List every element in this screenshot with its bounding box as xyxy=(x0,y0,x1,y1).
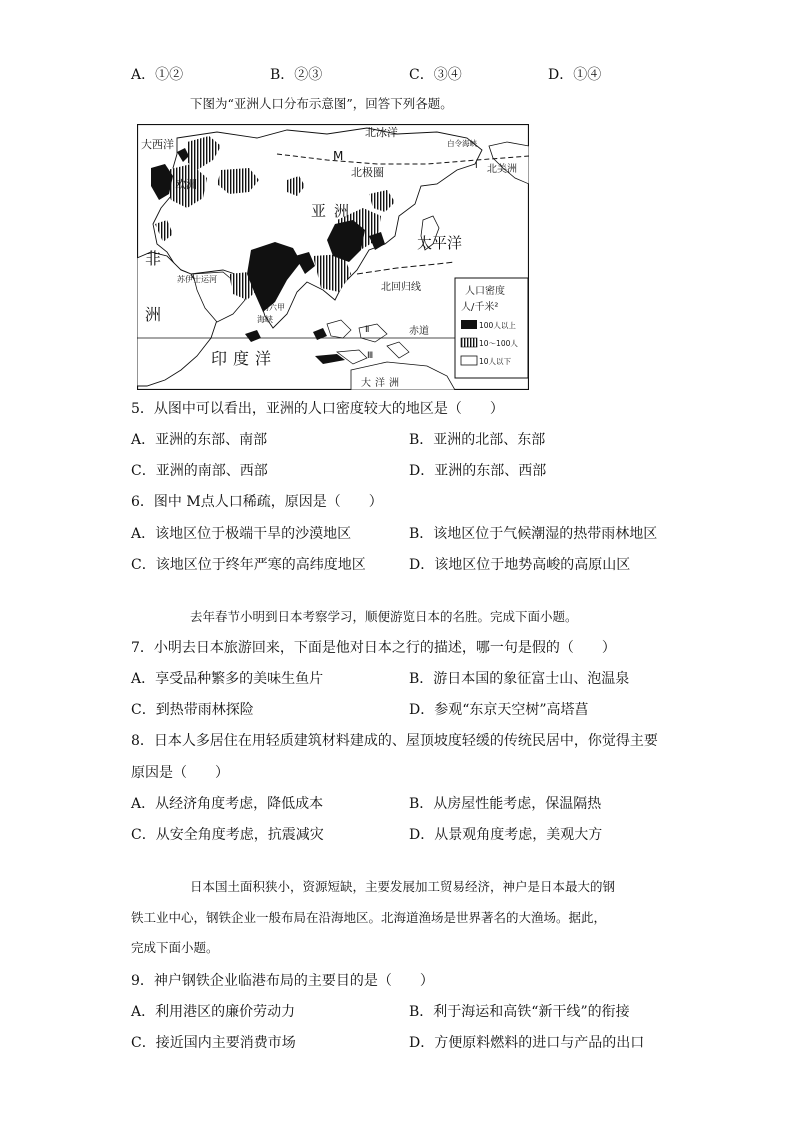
japan-intro: 去年春节小明到日本考察学习，顺便游览日本的名胜。完成下面小题。 xyxy=(190,609,578,624)
label-asia: 亚洲 xyxy=(311,202,358,220)
q9-stem: 9．神户钢铁企业临港布局的主要目的是（ ） xyxy=(131,973,434,989)
kobe-intro-line-1: 日本国土面积狭小，资源短缺，主要发展加工贸易经济，神户是日本最大的钢 xyxy=(190,879,616,894)
label-roman-2: Ⅱ xyxy=(365,325,370,335)
q5-stem: 5．从图中可以看出，亚洲的人口密度较大的地区是（ ） xyxy=(131,401,504,417)
q5-option-a: A．亚洲的东部、南部 xyxy=(131,432,268,448)
label-equator: 赤道 xyxy=(409,326,429,337)
q7-option-d: D．参观“东京天空树”高塔菖 xyxy=(409,702,589,718)
legend-title-1: 人口密度 xyxy=(465,286,505,297)
q6-option-a: A．该地区位于极端干旱的沙漠地区 xyxy=(131,526,352,542)
label-africa-1: 非 xyxy=(145,249,162,268)
label-pacific: 太平洋 xyxy=(417,234,463,252)
legend-item-high: 100人以上 xyxy=(479,321,516,330)
q6-option-d: D．该地区位于地势高峻的高原山区 xyxy=(409,557,631,573)
q5-option-c: C．亚洲的南部、西部 xyxy=(131,463,268,479)
label-africa-2: 洲 xyxy=(145,305,162,324)
option-c: C．③④ xyxy=(409,67,462,83)
q7-option-a: A．享受品种繁多的美味生鱼片 xyxy=(131,671,324,687)
label-malacca-2: 海峡 xyxy=(257,315,273,324)
legend-item-medium: 10～100人 xyxy=(479,339,518,348)
asia-population-map xyxy=(137,124,529,390)
kobe-intro-line-3: 完成下面小题。 xyxy=(131,940,219,955)
q8-option-d: D．从景观角度考虑，美观大方 xyxy=(409,827,603,843)
option-a: A．①② xyxy=(131,67,184,83)
map-intro: 下图为“亚洲人口分布示意图”，回答下列各题。 xyxy=(190,96,453,111)
legend xyxy=(455,278,528,378)
label-suez: 苏伊士运河 xyxy=(177,275,217,284)
label-roman-3: Ⅲ xyxy=(367,351,374,361)
q7-option-b: B．游日本国的象征富士山、泡温泉 xyxy=(409,671,630,687)
label-indian-ocean: 印度洋 xyxy=(211,349,278,368)
label-europe: 欧洲 xyxy=(175,178,197,191)
label-malacca-1: 马六甲 xyxy=(261,303,285,312)
q9-option-d: D．方便原料燃料的进口与产品的出口 xyxy=(409,1035,645,1051)
legend-swatch-medium xyxy=(461,338,477,347)
legend-title-2: 人/千米² xyxy=(461,302,499,313)
label-point-m: M xyxy=(333,149,344,163)
legend-swatch-low xyxy=(461,356,477,365)
label-roman-1-north: Ⅰ xyxy=(475,161,478,171)
label-atlantic: 大西洋 xyxy=(141,138,174,151)
option-b: B．②③ xyxy=(270,67,323,83)
label-north-america: 北美洲 xyxy=(487,164,517,175)
kobe-intro-line-2: 铁工业中心，钢铁企业一般布局在沿海地区。北海道渔场是世界著名的大渔场。据此， xyxy=(131,910,607,925)
q8-option-c: C．从安全角度考虑，抗震减灾 xyxy=(131,827,324,843)
q7-stem: 7．小明去日本旅游回来，下面是他对日本之行的描述，哪一句是假的（ ） xyxy=(131,640,616,656)
q7-option-c: C．到热带雨林探险 xyxy=(131,702,254,718)
q5-option-b: B．亚洲的北部、东部 xyxy=(409,432,546,448)
q9-option-b: B．利于海运和高铁“新干线”的衔接 xyxy=(409,1004,630,1020)
q6-option-c: C．该地区位于终年严寒的高纬度地区 xyxy=(131,557,366,573)
q8-option-b: B．从房屋性能考虑，保温隔热 xyxy=(409,796,602,812)
label-arctic-circle: 北极圈 xyxy=(351,166,384,179)
legend-item-low: 10人以下 xyxy=(479,357,512,366)
q9-option-c: C．接近国内主要消费市场 xyxy=(131,1035,296,1051)
label-tropic: 北回归线 xyxy=(381,282,421,293)
q6-stem: 6．图中 M点人口稀疏，原因是（ ） xyxy=(131,494,383,510)
q6-option-b: B．该地区位于气候潮湿的热带雨林地区 xyxy=(409,526,658,542)
q8-stem-line-2: 原因是（ ） xyxy=(131,765,229,781)
label-bering-strait: 白令海峡 xyxy=(447,139,477,148)
label-arctic-ocean: 北冰洋 xyxy=(365,126,398,139)
q5-option-d: D．亚洲的东部、西部 xyxy=(409,463,547,479)
q8-stem-line-1: 8．日本人多居住在用轻质建筑材料建成的、屋顶坡度轻缓的传统民居中，你觉得主要 xyxy=(131,733,658,749)
label-oceania: 大洋洲 xyxy=(361,378,403,389)
legend-swatch-high xyxy=(461,320,477,329)
q8-option-a: A．从经济角度考虑，降低成本 xyxy=(131,796,324,812)
q9-option-a: A．利用港区的廉价劳动力 xyxy=(131,1004,296,1020)
option-d: D．①④ xyxy=(548,67,602,83)
